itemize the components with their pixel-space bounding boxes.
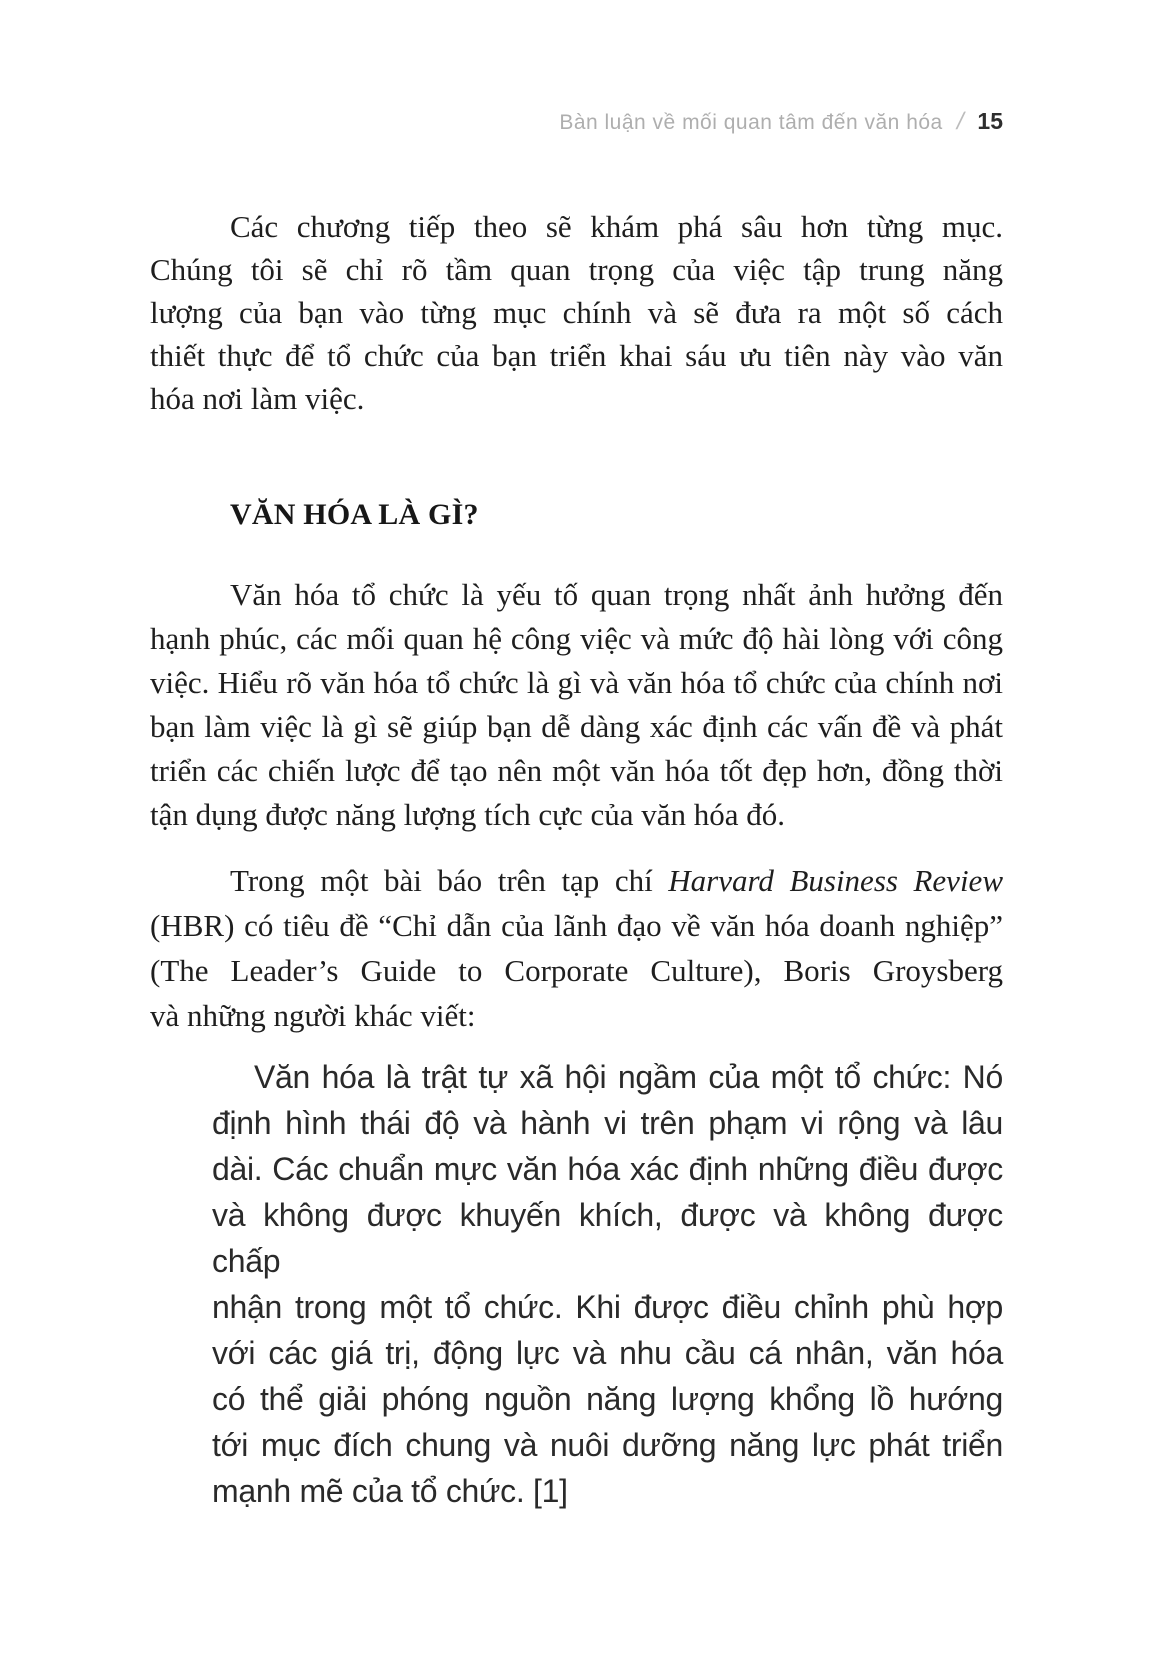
text-line: (HBR) có tiêu đề “Chỉ dẫn của lãnh đạo về văn hóa doanh nghiệp”	[150, 908, 1003, 943]
running-header	[150, 108, 1003, 136]
quote-line: mạnh mẽ của tổ chức. [1]	[212, 1473, 568, 1509]
text-line: bạn làm việc là gì sẽ giúp bạn dễ dàng xác định các vấn đề và phát	[150, 709, 1003, 744]
text-line: (The Leader’s Guide to Corporate Culture), Boris Groysberg	[150, 953, 1003, 988]
quote-line: dài. Các chuẩn mực văn hóa xác định những điều được	[212, 1151, 1003, 1187]
text-line: lượng của bạn vào từng mục chính và sẽ đưa ra một số cách	[150, 295, 1003, 330]
quote-line: Văn hóa là trật tự xã hội ngầm của một tổ chức: Nó	[254, 1059, 1003, 1095]
quote-line: định hình thái độ và hành vi trên phạm vi rộng và lâu	[212, 1105, 1003, 1141]
text-line	[150, 858, 1003, 903]
quote-line: tới mục đích chung và nuôi dưỡng năng lực phát triển	[212, 1427, 1003, 1463]
quote-line: với các giá trị, động lực và nhu cầu cá nhân, văn hóa	[212, 1335, 1003, 1371]
text-line: triển các chiến lược để tạo nên một văn hóa tốt đẹp hơn, đồng thời	[150, 753, 1003, 788]
text-line: việc. Hiểu rõ văn hóa tổ chức là gì và văn hóa tổ chức của chính nơi	[150, 665, 1003, 700]
text-run: Trong một bài báo trên tạp chí	[230, 863, 669, 898]
quote-line: có thể giải phóng nguồn năng lượng khổng lồ hướng	[212, 1381, 1003, 1417]
section-heading: VĂN HÓA LÀ GÌ?	[230, 498, 479, 531]
text-line: thiết thực để tổ chức của bạn triển khai sáu ưu tiên này vào văn	[150, 338, 1003, 373]
text-line: Các chương tiếp theo sẽ khám phá sâu hơn từng mục.	[230, 209, 1003, 244]
page-number: 15	[977, 108, 1003, 134]
block-quote	[212, 1054, 1003, 1514]
journal-title-italic: Harvard Business Review	[668, 863, 1003, 898]
quote-line: nhận trong một tổ chức. Khi được điều chỉnh phù hợp	[212, 1289, 1003, 1325]
quote-line: và không được khuyến khích, được và không được chấp	[212, 1197, 1003, 1279]
text-line: và những người khác viết:	[150, 998, 476, 1033]
paragraph-intro	[150, 205, 1003, 420]
text-line: Văn hóa tổ chức là yếu tố quan trọng nhất ảnh hưởng đến	[230, 577, 1003, 612]
running-title: Bàn luận về mối quan tâm đến văn hóa	[559, 111, 943, 134]
text-line: hạnh phúc, các mối quan hệ công việc và mức độ hài lòng với công	[150, 621, 1003, 656]
paragraph-hbr-reference	[150, 858, 1003, 1038]
text-line: tận dụng được năng lượng tích cực của văn hóa đó.	[150, 797, 785, 832]
text-line: hóa nơi làm việc.	[150, 381, 365, 416]
page-content	[150, 200, 1003, 1514]
text-line: Chúng tôi sẽ chỉ rõ tầm quan trọng của việc tập trung năng	[150, 252, 1003, 287]
paragraph-culture-definition	[150, 573, 1003, 837]
header-slash-divider: /	[953, 108, 967, 135]
